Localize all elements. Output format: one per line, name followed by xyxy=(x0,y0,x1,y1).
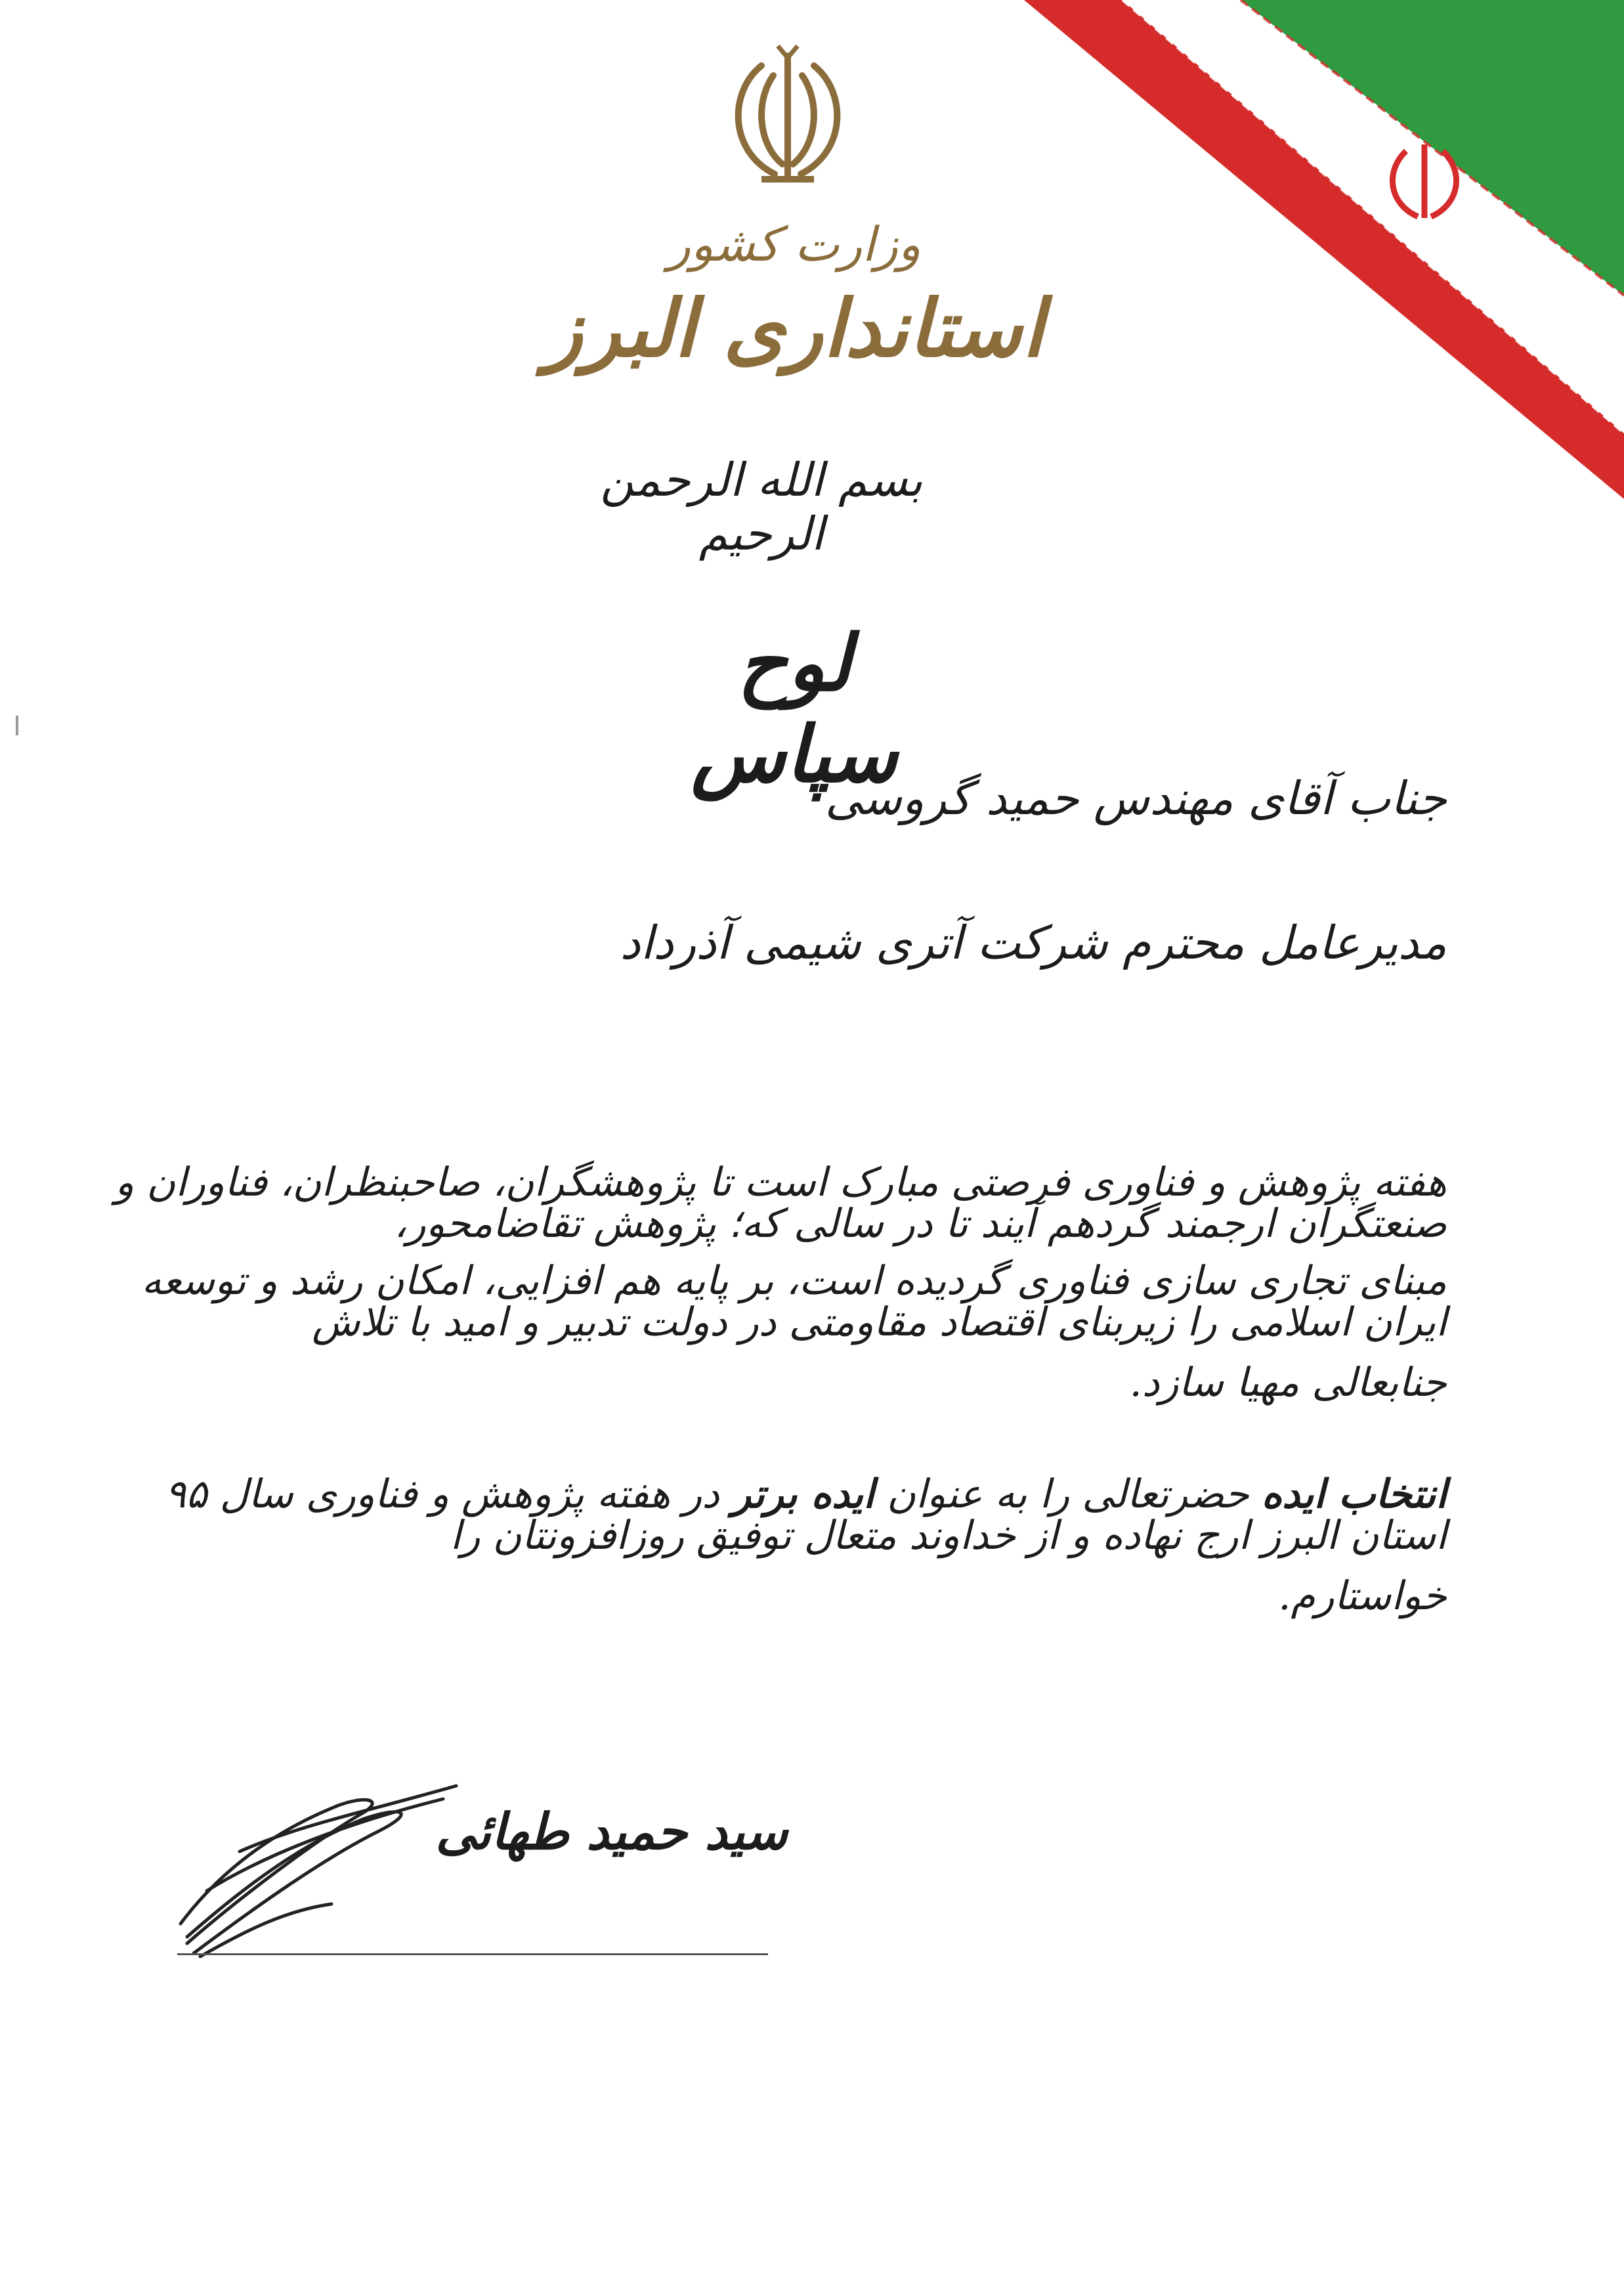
body-text: در هفته پژوهش و فناوری سال ۹۵ استان البرز ارج نهاده و از خداوند متعال توفیق روزافزونتان را xyxy=(165,1471,1447,1559)
body-line-1: هفته پژوهش و فناوری فرصتی مبارک است تا پژوهشگران، صاحبنظران، فناوران و صنعتگران ارجمند گردهم آیند تا در سالی که؛ پژوهش تقاضامحور، xyxy=(115,1159,1447,1247)
edge-mark xyxy=(16,716,18,735)
highlight-selection: انتخاب ایده xyxy=(1261,1471,1447,1517)
signature-line xyxy=(177,1953,768,1955)
body-line-2: مبنای تجاری سازی فناوری گردیده است، بر پایه هم افزایی، امکان رشد و توسعه ایران اسلامی را زیربنای اقتصاد مقاومتی در دولت تدبیر و امید با تلاش xyxy=(141,1258,1447,1345)
highlight-top-idea: ایده برتر xyxy=(732,1471,874,1517)
flag-band xyxy=(1024,0,1624,499)
page-title: لوح سپاس xyxy=(691,617,898,800)
body-line-3: جنابعالی مهیا سازد. xyxy=(1129,1360,1447,1406)
governorate-name: استانداری البرز xyxy=(544,282,1044,375)
recipient-name: جناب آقای مهندس حمید گروسی xyxy=(824,771,1447,825)
ministry-name: وزارت کشور xyxy=(668,217,921,272)
basmala: بسم الله الرحمن الرحیم xyxy=(600,453,923,561)
body-text: حضرتعالی را به عنوان xyxy=(874,1471,1262,1517)
signatory-name: سید حمید طهائی xyxy=(435,1802,788,1861)
signature-icon xyxy=(167,1773,463,1970)
emblem-icon xyxy=(716,39,860,190)
body-closing: خواستارم. xyxy=(1278,1573,1447,1619)
recipient-title: مدیرعامل محترم شرکت آتری شیمی آذرداد xyxy=(620,916,1447,970)
body-paragraph-2 xyxy=(88,1471,1447,1559)
